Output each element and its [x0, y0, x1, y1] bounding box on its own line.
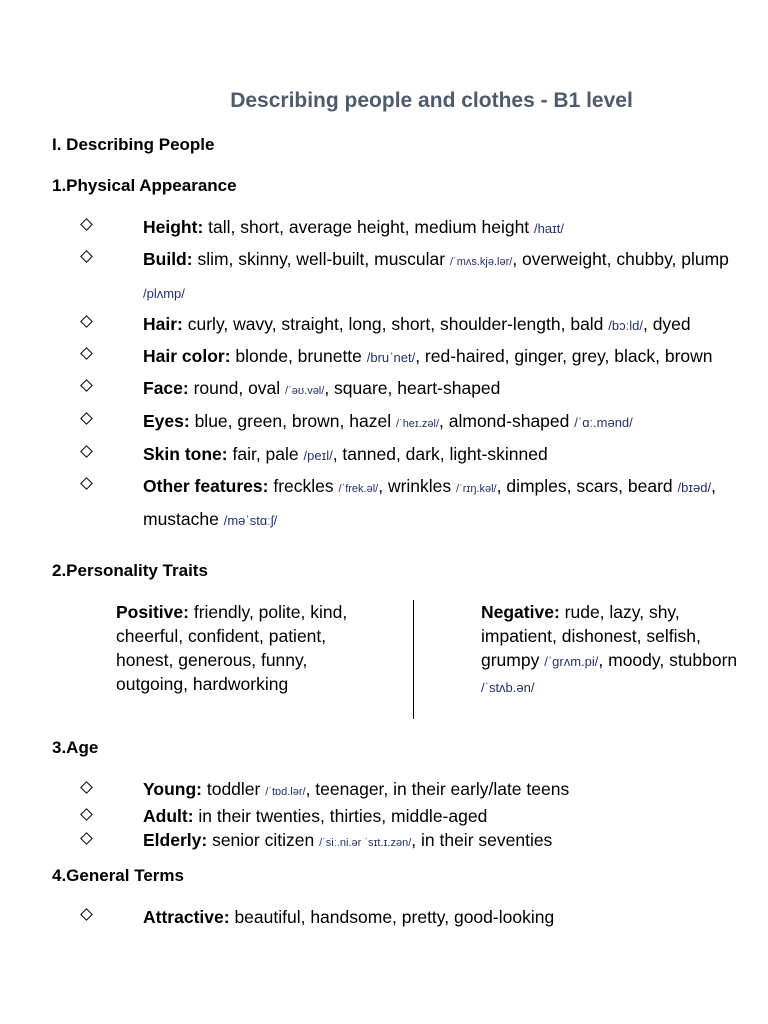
diamond-bullet-icon [80, 781, 93, 794]
ipa-transcription: /ˈɑː.mənd/ [574, 415, 633, 430]
bullet-item [0, 341, 768, 373]
diamond-bullet-icon [80, 445, 93, 458]
ipa-transcription: /plʌmp/ [143, 286, 185, 301]
item-label: Hair color: [143, 346, 231, 366]
column-divider [413, 600, 414, 719]
ipa-transcription: /məˈstɑːʃ/ [223, 513, 278, 528]
diamond-bullet-icon [80, 347, 93, 360]
bullet-item [0, 406, 768, 439]
general-terms-list [0, 902, 768, 932]
bullet-item [0, 471, 768, 536]
bullet-item [0, 212, 768, 244]
subheading-physical-appearance: 1.Physical Appearance [52, 176, 237, 195]
item-text: , wrinkles [378, 476, 457, 496]
bullet-item [0, 244, 768, 309]
item-text: rude, lazy, shy, impatient, dishonest, selfish, grumpy [481, 602, 701, 670]
ipa-transcription: /ˈheɪ.zəl/ [395, 418, 440, 430]
item-label: Young: [143, 779, 202, 799]
item-label: Skin tone: [143, 444, 228, 464]
item-text: , almond-shaped [439, 411, 575, 431]
item-text: , dimples, scars, beard [496, 476, 678, 496]
ipa-transcription: /ˈgrʌm.pi/ [544, 654, 599, 669]
ipa-transcription: /bɔːld/ [608, 318, 643, 333]
item-text: , square, heart-shaped [324, 378, 501, 398]
item-label: Other features: [143, 476, 269, 496]
item-text: , red-haired, ginger, grey, black, brown [415, 346, 713, 366]
item-text: beautiful, handsome, pretty, good-looking [234, 907, 555, 927]
bullet-item [0, 828, 768, 855]
item-text: senior citizen [212, 830, 320, 850]
item-text: curly, wavy, straight, long, short, shoulder-length, bald [187, 314, 609, 334]
item-label: Eyes: [143, 411, 190, 431]
diamond-bullet-icon [80, 412, 93, 425]
bullet-item [0, 777, 768, 804]
item-text: , moody, stubborn [598, 650, 738, 670]
ipa-transcription: /ˈrɪŋ.kəl/ [456, 483, 497, 495]
ipa-transcription: /bɪəd/ [677, 480, 712, 495]
diamond-bullet-icon [80, 250, 93, 263]
item-text: , dyed [642, 314, 691, 334]
positive-text: friendly, polite, kind, cheerful, confident, patient, honest, generous, funny, outgoing, hardworking [116, 602, 348, 694]
item-label: Face: [143, 378, 189, 398]
item-label: Elderly: [143, 830, 208, 850]
diamond-bullet-icon [80, 477, 93, 490]
positive-traits [116, 600, 356, 696]
document-title: Describing people and clothes - B1 level [230, 89, 633, 112]
subheading-personality-traits: 2.Personality Traits [52, 561, 208, 580]
bullet-item [0, 439, 768, 471]
item-text: , tanned, dark, light-skinned [332, 444, 548, 464]
item-text: blue, green, brown, hazel [194, 411, 396, 431]
item-text: , overweight, chubby, plump [512, 249, 729, 269]
physical-appearance-list [0, 212, 768, 536]
item-text: in their twenties, thirties, middle-aged [198, 806, 488, 826]
item-label: Adult: [143, 806, 194, 826]
ipa-transcription: /peɪl/ [303, 448, 333, 463]
item-text: freckles [273, 476, 339, 496]
diamond-bullet-icon [80, 315, 93, 328]
item-text: round, oval [193, 378, 286, 398]
ipa-transcription: /bruˈnet/ [366, 350, 416, 365]
ipa-transcription: /ˈtɒd.lər/ [265, 786, 306, 798]
item-text: toddler [206, 779, 266, 799]
age-list [0, 777, 768, 855]
negative-traits [481, 600, 741, 700]
diamond-bullet-icon [80, 379, 93, 392]
ipa-transcription: /ˈfrek.əl/ [338, 483, 379, 495]
item-label: Height: [143, 217, 204, 237]
diamond-bullet-icon [80, 908, 93, 921]
negative-label: Negative: [481, 602, 560, 622]
ipa-transcription: /ˈəʊ.vəl/ [285, 385, 325, 397]
subheading-general-terms: 4.General Terms [52, 866, 184, 885]
item-label: Attractive: [143, 907, 230, 927]
diamond-bullet-icon [80, 832, 93, 845]
positive-label: Positive: [116, 602, 189, 622]
subheading-age: 3.Age [52, 738, 99, 757]
bullet-item [0, 373, 768, 406]
item-text: , teenager, in their early/late teens [305, 779, 570, 799]
item-text: , in their seventies [411, 830, 553, 850]
bullet-item [0, 804, 768, 828]
item-text: fair, pale [232, 444, 304, 464]
bullet-item [0, 902, 768, 932]
ipa-transcription: /ˈstʌb.ən/ [481, 680, 535, 695]
diamond-bullet-icon [80, 218, 93, 231]
diamond-bullet-icon [80, 808, 93, 821]
ipa-transcription: /ˈmʌs.kjə.lər/ [449, 256, 513, 268]
bullet-item [0, 309, 768, 341]
item-text: tall, short, average height, medium height [208, 217, 535, 237]
section-heading-describing-people: I. Describing People [52, 135, 215, 154]
ipa-transcription: /haɪt/ [534, 221, 564, 236]
item-label: Build: [143, 249, 193, 269]
item-text: slim, skinny, well-built, muscular [197, 249, 450, 269]
item-label: Hair: [143, 314, 183, 334]
item-text: , mustache [143, 476, 716, 529]
ipa-transcription: /ˈsiː.ni.ər ˈsɪt.ɪ.zən/ [319, 837, 412, 849]
item-text: blonde, brunette [235, 346, 367, 366]
